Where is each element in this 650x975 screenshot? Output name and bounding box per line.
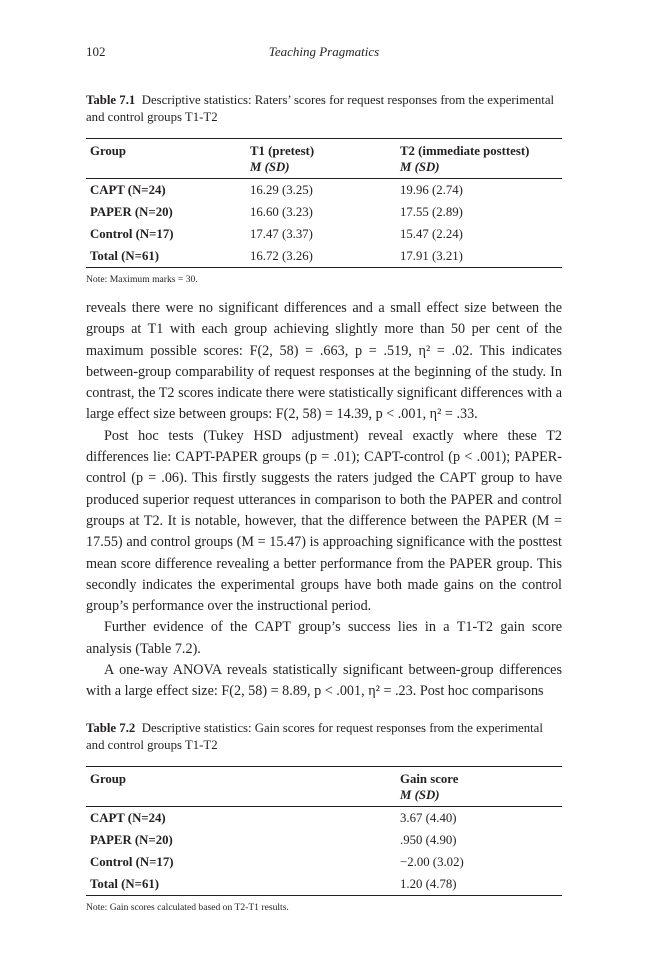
table-cell: PAPER (N=20) <box>90 205 173 219</box>
page-number: 102 <box>86 44 106 59</box>
table-row <box>86 201 562 223</box>
table-header-row <box>86 767 562 807</box>
column-header: Group <box>90 144 127 158</box>
table-7-2 <box>86 720 562 913</box>
table-cell: CAPT (N=24) <box>90 183 166 197</box>
table-row <box>86 829 562 851</box>
table-cell: 17.55 (2.89) <box>400 205 463 219</box>
table-7-1 <box>86 92 562 285</box>
data-table <box>86 138 562 268</box>
column-header: T1 (pretest) M (SD) <box>250 144 315 174</box>
table-row <box>86 223 562 245</box>
table-cell: Control (N=17) <box>90 855 174 869</box>
table-row <box>86 245 562 268</box>
table-cell: Control (N=17) <box>90 227 174 241</box>
table-caption-text: Descriptive statistics: Gain scores for request responses from the experimental and control groups T1-T2 <box>86 721 543 752</box>
table-cell: Total (N=61) <box>90 249 160 263</box>
paragraph: reveals there were no significant differences and a small effect size between the groups at T1 with each group achieving slightly more than 50 per cent of the maximum possible scores: F(2, 58) = .663, p = .519, η² = .02. This indicates between-group comparability of request responses at the beginning of the study. In contrast, the T2 scores indicate there were statistically significant differences with a large effect size between groups: F(2, 58) = 14.39, p < .001, η² = .33. <box>86 300 562 423</box>
table-header-row <box>86 139 562 179</box>
table-cell: 17.91 (3.21) <box>400 249 463 263</box>
paragraph: A one-way ANOVA reveals statistically significant between-group differences with a large effect size: F(2, 58) = 8.89, p < .001, η² = .23. Post hoc comparisons <box>86 662 562 700</box>
table-caption <box>86 92 562 126</box>
column-header: Group <box>90 772 127 786</box>
paragraph: Post hoc tests (Tukey HSD adjustment) reveal exactly where these T2 differences lie: CAPT-PAPER groups (p = .01); CAPT-control (p < .001); PAPER-control (p = .06). This firstly suggests the raters judged the CAPT group to have produced superior request utterances in comparison to both the PAPER and control groups at T2. It is notable, however, that the difference between the PAPER (M = 17.55) and control groups (M = 15.47) is approaching significance with the posttest mean score difference revealing a better performance from the PAPER group. This secondly indicates the experimental groups have both made gains on the control group’s performance over the instructional period. <box>86 427 562 615</box>
table-label: Table 7.1 <box>86 93 136 107</box>
table-caption <box>86 720 562 754</box>
column-header: T2 (immediate posttest) M (SD) <box>400 144 530 174</box>
table-cell: 16.72 (3.26) <box>250 249 313 263</box>
table-note: Note: Gain scores calculated based on T2-T1 results. <box>86 902 289 913</box>
table-cell: 16.60 (3.23) <box>250 205 313 219</box>
table-cell: 3.67 (4.40) <box>400 811 457 825</box>
table-cell: 19.96 (2.74) <box>400 183 463 197</box>
table-cell: CAPT (N=24) <box>90 811 166 825</box>
table-cell: 16.29 (3.25) <box>250 183 313 197</box>
table-cell: −2.00 (3.02) <box>400 855 464 869</box>
table-cell: 15.47 (2.24) <box>400 227 463 241</box>
table-row <box>86 179 562 202</box>
body-text <box>86 298 562 703</box>
table-row <box>86 851 562 873</box>
table-row <box>86 807 562 830</box>
table-row <box>86 873 562 896</box>
table-cell: 1.20 (4.78) <box>400 877 457 891</box>
table-note: Note: Maximum marks = 30. <box>86 274 198 285</box>
table-caption-text: Descriptive statistics: Raters’ scores for request responses from the experimental and control groups T1-T2 <box>86 93 555 124</box>
data-table <box>86 766 562 896</box>
table-cell: PAPER (N=20) <box>90 833 173 847</box>
table-cell: 17.47 (3.37) <box>250 227 313 241</box>
paragraph: Further evidence of the CAPT group’s success lies in a T1-T2 gain score analysis (Table 7.2). <box>86 619 562 657</box>
table-label: Table 7.2 <box>86 721 136 735</box>
table-cell: .950 (4.90) <box>400 833 457 847</box>
table-cell: Total (N=61) <box>90 877 160 891</box>
column-header: Gain score M (SD) <box>400 772 459 802</box>
running-head: Teaching Pragmatics <box>268 44 380 59</box>
